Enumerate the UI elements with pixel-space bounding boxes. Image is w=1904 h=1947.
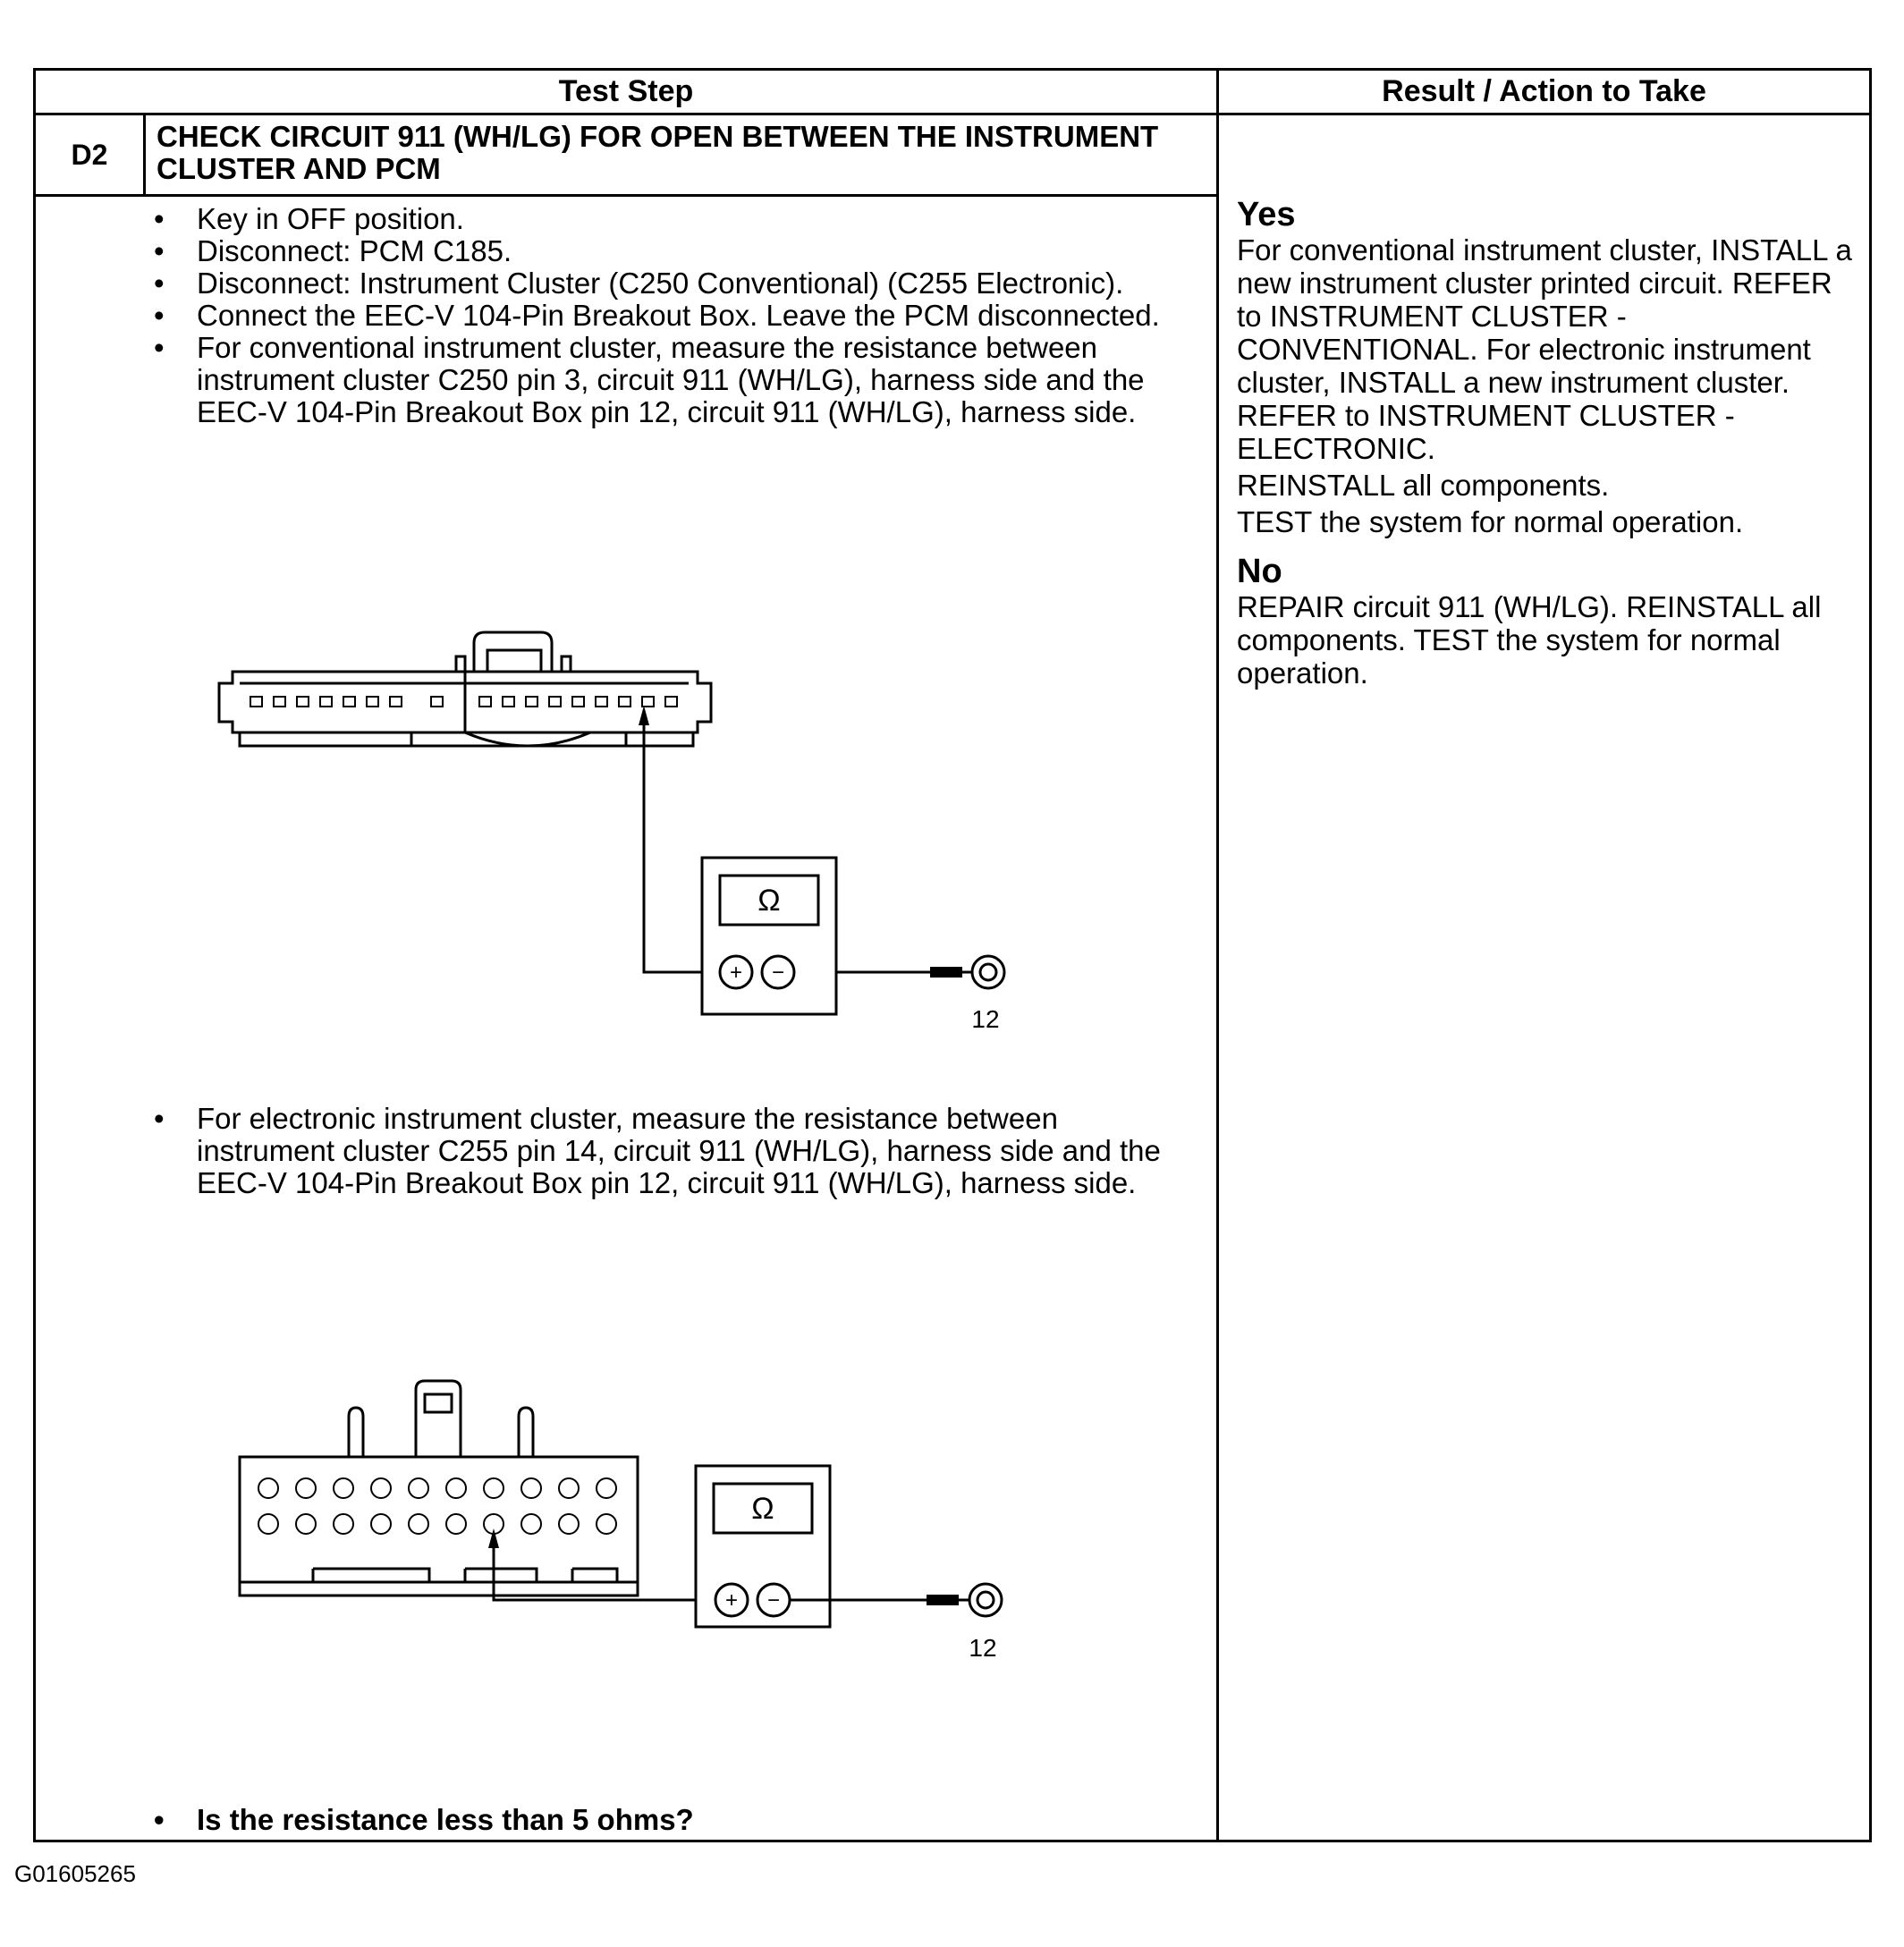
list-item: • Key in OFF position. (154, 202, 464, 235)
question-item: • Is the resistance less than 5 ohms? (154, 1803, 694, 1836)
ohm-symbol: Ω (751, 1492, 774, 1526)
result-actions (1237, 196, 1863, 693)
plus-terminal: + (729, 961, 743, 985)
step-number: D2 (36, 115, 146, 194)
step-title: CHECK CIRCUIT 911 (WH/LG) FOR OPEN BETWEEN THE INSTRUMENT CLUSTER AND PCM (157, 120, 1159, 185)
column-divider (1216, 71, 1219, 1840)
list-item: • For electronic instrument cluster, measure the resistance between instrument cluster C255 pin 14, circuit 911 (WH/LG), harness side and the EEC-V 104-Pin Breakout Box pin 12, circuit 911 (WH/LG), harness side. (154, 1102, 1161, 1199)
no-text: REPAIR circuit 911 (WH/LG). REINSTALL all components. TEST the system for normal operation. (1237, 590, 1822, 690)
list-item: • For conventional instrument cluster, measure the resistance between instrument cluster C250 pin 3, circuit 911 (WH/LG), harness side and the EEC-V 104-Pin Breakout Box pin 12, circuit 911 (WH/LG), harness side. (154, 331, 1145, 428)
pin-label: 12 (971, 1005, 1000, 1033)
instruction-list (143, 203, 1172, 428)
no-label: No (1237, 553, 1282, 590)
header-result-action: Result / Action to Take (1382, 74, 1706, 108)
ohm-symbol: Ω (757, 884, 781, 918)
header-test-step: Test Step (558, 74, 694, 108)
yes-text: For conventional instrument cluster, INSTALL a new instrument cluster printed circuit. REFER to INSTRUMENT CLUSTER - CONVENTIONAL. For electronic instrument cluster, INSTALL a new instrument cluster. REFER to INSTRUMENT CLUSTER - ELECTRONIC. (1237, 233, 1852, 465)
yes-text-reinstall: REINSTALL all components. (1237, 469, 1610, 502)
list-item: • Disconnect: Instrument Cluster (C250 Conventional) (C255 Electronic). (154, 267, 1124, 300)
header-divider (36, 113, 1869, 115)
yes-text-test: TEST the system for normal operation. (1237, 505, 1744, 538)
list-item: • Connect the EEC-V 104-Pin Breakout Box. Leave the PCM disconnected. (154, 299, 1160, 332)
test-step-table (33, 68, 1872, 1842)
instruction-list-electronic (143, 1103, 1172, 1199)
figure-id: G01605265 (14, 1860, 136, 1887)
yes-label: Yes (1237, 196, 1296, 233)
electronic-connector-diagram (197, 1376, 1037, 1752)
list-item: • Disconnect: PCM C185. (154, 234, 512, 267)
plus-terminal: + (724, 1588, 739, 1613)
question-list (143, 1804, 1172, 1836)
conventional-connector-diagram (197, 571, 1037, 1037)
minus-terminal: − (771, 961, 785, 985)
step-title-divider (36, 194, 1216, 197)
minus-terminal: − (766, 1588, 781, 1613)
pin-label: 12 (969, 1634, 997, 1662)
